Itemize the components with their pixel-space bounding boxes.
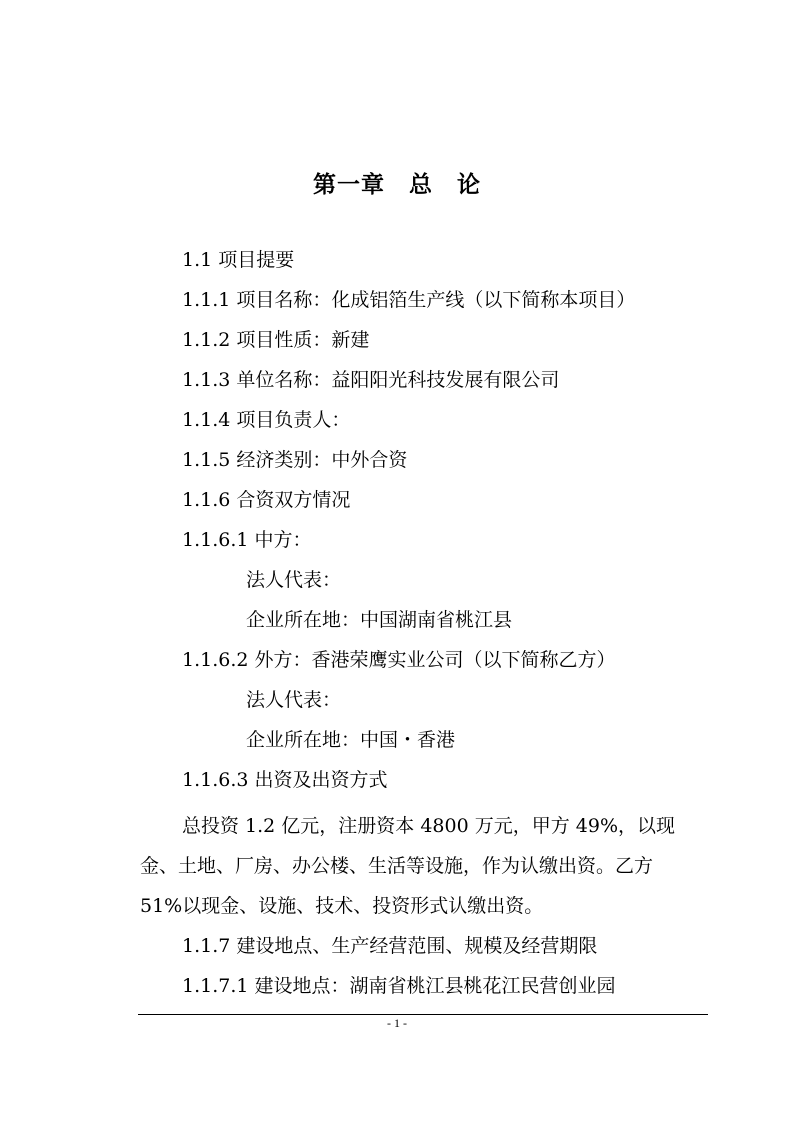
chinese-party-legal-rep: 法人代表： [246,569,342,591]
item-1-1-7-1-site: 1.1.7.1 建设地点：湖南省桃江县桃花江民营创业园 [182,975,616,997]
item-1-1-3-company-name: 1.1.3 单位名称：益阳阳光科技发展有限公司 [182,369,560,391]
foreign-party-legal-rep: 法人代表： [246,689,342,711]
item-1-1-6-2-foreign-party: 1.1.6.2 外方：香港荣鹰实业公司（以下简称乙方） [182,649,616,671]
item-1-1-7-location-scope: 1.1.7 建设地点、生产经营范围、规模及经营期限 [182,935,598,957]
section-heading-1-1: 1.1 项目提要 [182,249,295,271]
foreign-party-location: 企业所在地：中国・香港 [246,729,456,751]
item-1-1-6-3-capital-contribution: 1.1.6.3 出资及出资方式 [182,769,388,791]
investment-paragraph-line-3: 51%以现金、设施、技术、投资形式认缴出资。 [140,895,544,917]
investment-paragraph-line-2: 金、土地、厂房、办公楼、生活等设施，作为认缴出资。乙方 [140,855,654,877]
page-number: - 1 - [387,1016,407,1030]
item-1-1-5-economic-type: 1.1.5 经济类别：中外合资 [182,449,408,471]
chapter-title: 第一章 总 论 [313,171,481,198]
investment-paragraph-line-1: 总投资 1.2 亿元，注册资本 4800 万元，甲方 49%，以现 [182,815,675,837]
item-1-1-1-project-name: 1.1.1 项目名称：化成铝箔生产线（以下简称本项目） [182,289,636,311]
footer-divider [138,1014,708,1015]
chinese-party-location: 企业所在地：中国湖南省桃江县 [246,609,513,631]
item-1-1-6-1-chinese-party: 1.1.6.1 中方： [182,529,312,551]
item-1-1-4-project-lead: 1.1.4 项目负责人： [182,409,351,431]
item-1-1-6-jv-parties: 1.1.6 合资双方情况 [182,489,351,511]
item-1-1-2-project-nature: 1.1.2 项目性质：新建 [182,329,370,351]
